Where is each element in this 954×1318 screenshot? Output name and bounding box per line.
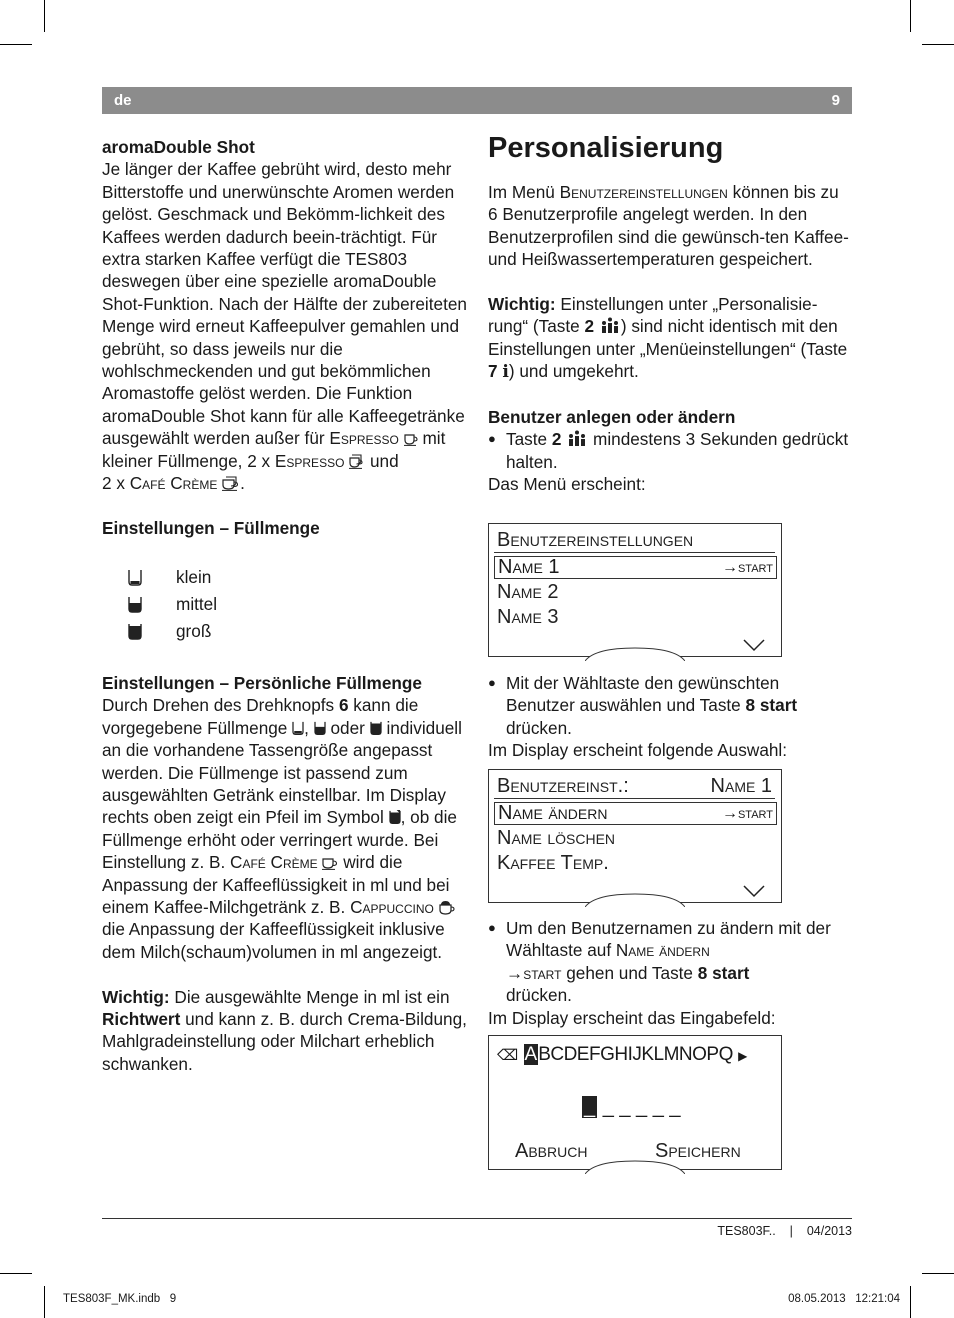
small-cup-icon [292, 721, 304, 736]
save-button[interactable]: Speichern [655, 1140, 741, 1162]
chevron-down-icon [743, 884, 765, 898]
double-cafe-creme-cup-icon [222, 476, 240, 491]
page-footer: TES803F.. | 04/2013 [717, 1224, 852, 1238]
model-number: TES803F.. [717, 1224, 776, 1238]
personal-fill-paragraph: Durch Drehen des Drehknopfs 6 kann die vorgegebene Füllmenge , oder individuell an die vorhandene Tassengröße angepasst werden. Die Füllmenge ist passend zum ausgewählten Getränk einstellbar. Im Display rechts oben zeigt ein Pfeil im Symbol , ob die Füllmenge erhöht oder verringert wurde. Bei Einstellung z. B. Café Crème wird die Anpassung der Kaffeeflüssigkeit in ml und bei einem Kaffee-Milchgetränk z. B. Cappuccino die Anpassung der Kaffeeflüssigkeit inklusive dem Milch(schaum)volumen in ml angezeigt. [102, 695, 462, 962]
fill-heading: Einstellungen – Füllmenge [102, 517, 320, 538]
display-title: Benutzereinst.: [497, 775, 629, 797]
large-cup-icon [370, 721, 382, 736]
crop-mark [910, 1286, 911, 1318]
fill-label-medium: mittel [176, 594, 218, 614]
double-espresso-cup-icon [349, 454, 365, 469]
step-hold-key: ● Taste 2 mindestens 3 Sekunden gedrückt halten. [488, 428, 852, 473]
name-entry-field[interactable] [582, 1096, 681, 1119]
display-row[interactable]: Name 3 [497, 606, 559, 628]
display-selected-row[interactable]: Name ändern →start [494, 802, 777, 825]
display-choice-text: Im Display erscheint folgende Auswahl: [488, 740, 788, 761]
page-header-bar [102, 87, 852, 114]
blank-positions: _ _ _ _ _ [602, 1096, 681, 1118]
personal-fill-heading: Einstellungen – Persönliche Füllmenge [102, 673, 422, 693]
display-name-input [488, 1035, 782, 1170]
footer-rule [102, 1218, 852, 1219]
letter-row[interactable]: BCDEFGHIJKLMNOPQ [538, 1044, 733, 1065]
chevron-down-icon [743, 638, 765, 652]
display-input-text: Im Display erscheint das Eingabefeld: [488, 1007, 776, 1028]
info-icon: i [502, 362, 509, 383]
display-user-settings [488, 523, 782, 657]
cancel-button[interactable]: Abbruch [515, 1140, 588, 1162]
publication-date: 04/2013 [806, 1224, 852, 1238]
users-icon [599, 317, 621, 334]
display-selected-row[interactable]: Name 1 →start [494, 556, 777, 579]
display-row[interactable]: Kaffee Temp. [497, 852, 609, 874]
page-number: 9 [831, 92, 840, 109]
letter-selector[interactable] [497, 1044, 747, 1066]
medium-cup-icon [128, 596, 142, 614]
crop-mark [922, 44, 954, 45]
display-user-options [488, 769, 782, 903]
dial-arc [585, 891, 685, 907]
right-column-lower [488, 917, 852, 1029]
crop-mark [922, 1273, 954, 1274]
backspace-icon[interactable]: ⌫ [497, 1047, 519, 1064]
espresso-label: Espresso [329, 428, 399, 449]
display-title: Benutzereinstellungen [497, 529, 694, 551]
right-column-mid [488, 672, 852, 762]
cafe-creme-cup-icon [322, 857, 338, 870]
selected-letter[interactable]: A [524, 1044, 538, 1065]
intro-paragraph: Im Menü Benutzereinstellungen können bis zu 6 Benutzerprofile angelegt werden. In den Benutzerprofilen sind die gewünsch-ten Kaffee- und Heißwassertemperaturen gespeichert. [488, 182, 849, 270]
fill-label-small: klein [176, 567, 212, 587]
display-row[interactable]: Name 2 [497, 581, 559, 603]
espresso-label-2: Espresso [274, 450, 345, 471]
cappuccino-cup-icon [439, 899, 455, 915]
crop-mark [0, 44, 32, 45]
print-slug-timestamp: 08.05.2013 12:21:04 [788, 1293, 900, 1305]
cappuccino-label: Cappuccino [350, 897, 434, 918]
display-title-user: Name 1 [710, 775, 772, 797]
right-important-note: Wichtig: Einstellungen unter „Personalisie-rung“ (Taste 2 ) sind nicht identisch mit den Einstellungen unter „Menüeinstellungen“ (Taste 7 i) und umgekehrt. [488, 294, 848, 383]
aroma-heading: aromaDouble Shot [102, 137, 255, 157]
step-change-name: ● Um den Benutzernamen zu ändern mit der Wähltaste auf Name ändern →start gehen und Taste 8 start drücken. [488, 917, 852, 1007]
espresso-cup-icon [404, 433, 418, 446]
large-cup-icon [128, 623, 142, 641]
crop-mark [44, 0, 45, 32]
aroma-paragraph: Je länger der Kaffee gebrüht wird, desto mehr Bitterstoffe und unerwünschte Aromen werden gelöst. Geschmack und Bekömm-lichkeit des Kaffees werden dadurch beein-trächtigt. Für extra starken Kaffee verfügt die TES803 deswegen über eine spezielle aromaDouble Shot-Funktion. Nach der Hälfte der zubereiteten Menge wird erneut Kaffeepulver gemahlen und gebrüht, so dass jeweils nur die wohlschmeckenden und gut bekömmlichen Aromastoffe gelöst werden. Die Funktion aromaDouble Shot kann für alle Kaffeegetränke ausgewählt werden außer für Espresso mit kleiner Füllmenge, 2 x Espresso und 2 x Café Crème . [102, 159, 467, 494]
dial-arc [585, 1158, 685, 1174]
small-cup-icon [128, 569, 142, 587]
language-code: de [114, 92, 132, 109]
dial-arc [585, 645, 685, 661]
create-user-heading: Benutzer anlegen oder ändern [488, 407, 736, 428]
step-select-user: ● Mit der Wähltaste den gewünschten Benutzer auswählen und Taste 8 start drücken. [488, 672, 852, 739]
crop-mark [0, 1273, 32, 1274]
crop-mark [910, 0, 911, 32]
arrow-cup-icon [389, 810, 401, 825]
medium-cup-icon [314, 721, 326, 736]
crop-mark [44, 1286, 45, 1318]
left-important-note: Wichtig: Die ausgewählte Menge in ml ist ein Richtwert und kann z. B. durch Crema-Bildung, Mahlgradeinstellung oder Milchart erheblich schwanken. [102, 986, 467, 1074]
benutzer-menu-label: Benutzereinstellungen [559, 182, 728, 202]
fill-label-large: groß [176, 621, 212, 641]
menu-appears-text: Das Menü erscheint: [488, 474, 646, 495]
page-title: Personalisierung [488, 132, 724, 164]
display-row[interactable]: Name löschen [497, 827, 616, 849]
cafe-creme-label-2: Café Crème [230, 852, 318, 873]
arrow-right-icon[interactable]: ▶ [738, 1049, 748, 1063]
right-column [488, 181, 852, 496]
cursor-position: _ [584, 1096, 596, 1118]
print-slug-file: TES803F_MK.indb 9 [63, 1293, 177, 1305]
knob-number: 6 [338, 695, 349, 716]
users-icon [566, 430, 588, 447]
cafe-creme-label: Café Crème [129, 473, 218, 494]
left-column-lower [102, 672, 468, 1075]
left-column [102, 136, 468, 539]
